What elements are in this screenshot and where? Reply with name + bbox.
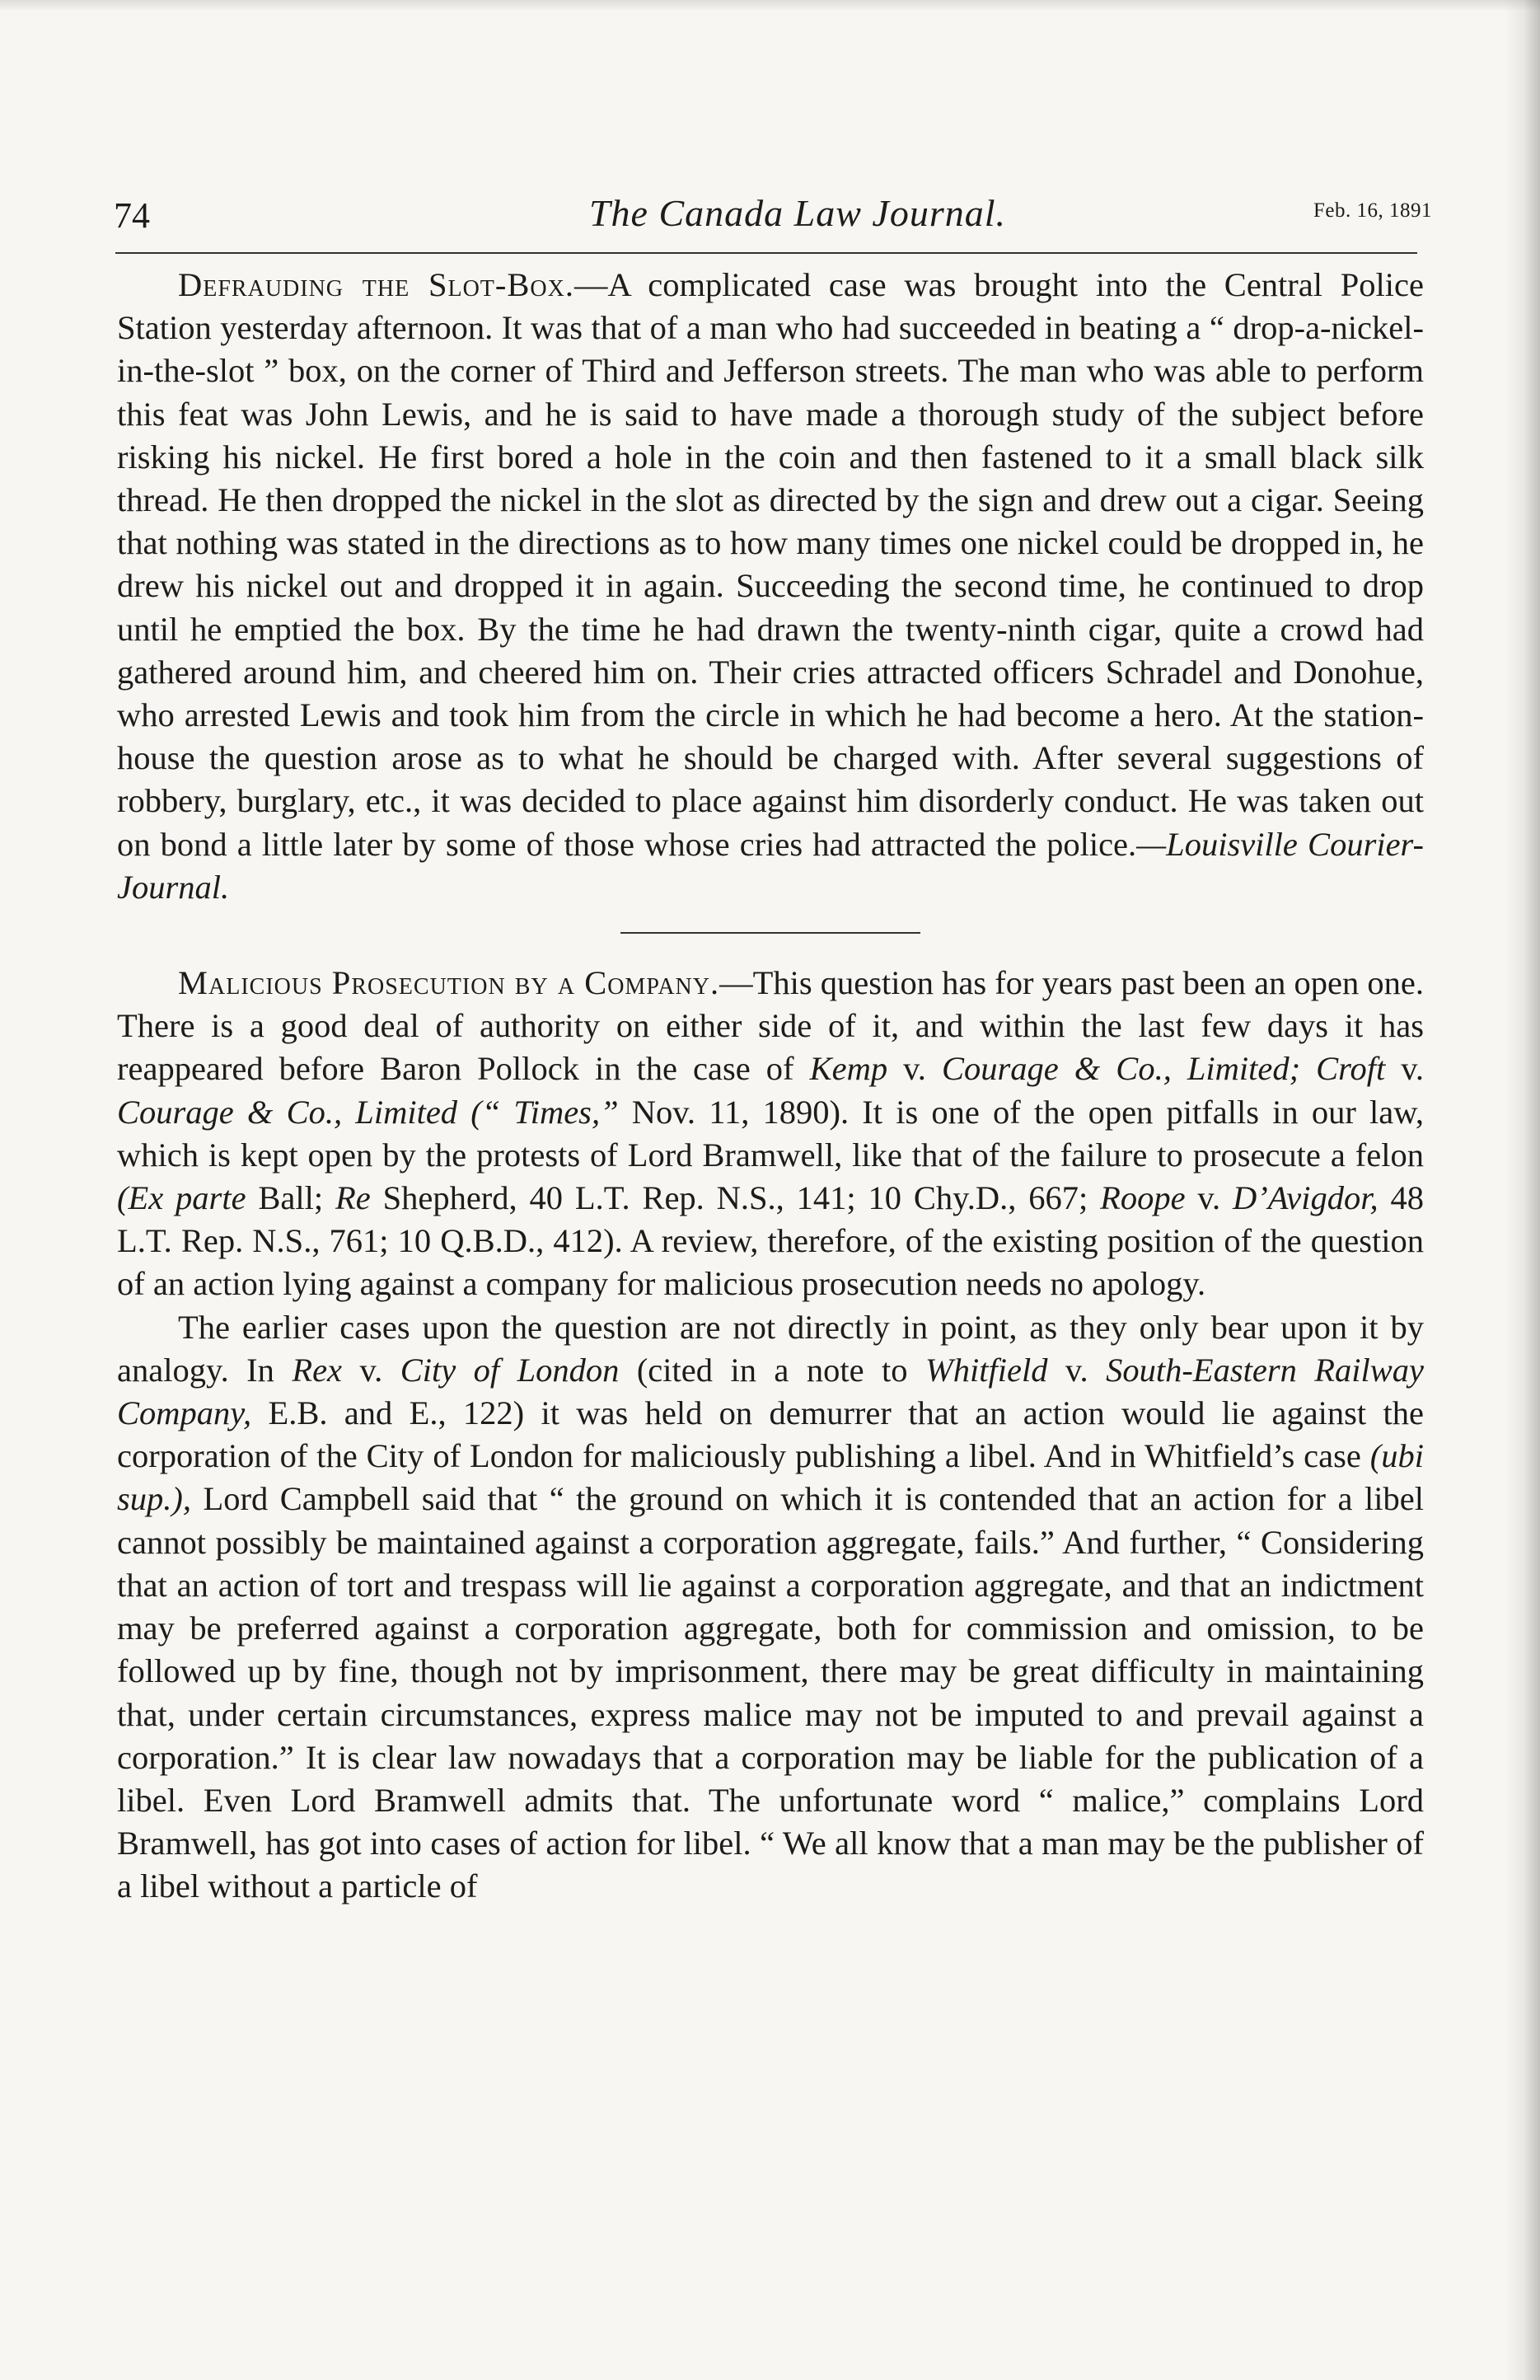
issue-date: Feb. 16, 1891 [1313, 199, 1432, 222]
paragraph [117, 1306, 1424, 1909]
paragraph-text: v. [1385, 1050, 1425, 1088]
section-divider [620, 932, 920, 934]
paragraph-text: Lord Campbell said that “ the ground on which it is contended that an action for a libel cannot possibly be maintained against a corporation aggregate, fails.” And further, “ Considering that an action of tort and trespass will lie against a corporation aggregate, and that an indictment may be preferred against a corporation aggregate, both for commission and omission, to be followed up by fine, though not by imprisonment, there may be great difficulty in maintaining that, under certain circumstances, express malice may not be imputed to and prevail against a corporation.” It is clear law nowadays that a corporation may be liable for the publication of a libel. Even Lord Bramwell admits that. The unfortunate word “ malice,” complains Lord Bramwell, has got into cases of action for libel. “ We all know that a man may be the publisher of a libel without a particle of [117, 1480, 1424, 1905]
case-name: Re [335, 1179, 371, 1217]
article-malicious-prosecution [117, 962, 1424, 1306]
case-name: (Ex parte [117, 1179, 246, 1217]
case-name: Roope [1100, 1179, 1186, 1217]
paragraph-text: —This question has for years past been an open one. There is a good deal of authority on either side of it, and within the last few days it has reappeared before Baron Pollock in the case of [117, 964, 1424, 1088]
paragraph-text: v. [1185, 1179, 1233, 1217]
paragraph-text: (cited in a note to [619, 1351, 925, 1389]
paragraph-text: v. [887, 1050, 942, 1088]
citation-note: (ubi sup.), [117, 1437, 1424, 1518]
paragraph-text: E.B. and E., 122) it was held on demurrer that an action would lie against the corporation of the City of London for maliciously publishing a libel. And in Whitfield’s case [117, 1394, 1424, 1475]
paragraph-text: The earlier cases upon the question are not directly in point, as they only bear upon it by analogy. In [117, 1308, 1424, 1389]
case-name: Kemp [809, 1050, 888, 1088]
paragraph-text: Shepherd, 40 L.T. Rep. N.S., 141; 10 Chy.D., 667; [370, 1179, 1101, 1217]
article-defrauding-slot-box [117, 264, 1424, 909]
journal-title: The Canada Law Journal. [588, 192, 1007, 234]
case-name: Courage & Co., Limited (“ Times,” [117, 1093, 619, 1131]
paragraph-text: v. [342, 1351, 400, 1389]
paragraph-text: Ball; [246, 1179, 335, 1217]
case-name: Rex [292, 1351, 343, 1389]
scan-shadow-top [0, 0, 1540, 12]
paragraph-text: Nov. 11, 1890). It is one of the open pitfalls in our law, which is kept open by the protests of Lord Bramwell, like that of the failure to prosecute a felon [117, 1093, 1424, 1174]
paragraph-text: v. [1047, 1351, 1107, 1389]
body-text [117, 264, 1424, 1909]
running-header [114, 194, 1432, 252]
case-name: South-Eastern Railway Company, [117, 1351, 1425, 1432]
page-number: 74 [114, 195, 150, 236]
case-name: D’Avigdor, [1233, 1179, 1379, 1217]
case-name: Whitfield [924, 1351, 1048, 1389]
paragraph-text: 48 L.T. Rep. N.S., 761; 10 Q.B.D., 412). A review, therefore, of the existing position of the question of an action lying against a company for malicious prosecution needs no apology. [117, 1179, 1424, 1303]
scan-shadow-right [1504, 0, 1540, 2380]
header-rule [115, 252, 1417, 254]
case-name: Courage & Co., Limited; Croft [941, 1050, 1386, 1088]
case-name: City of London [400, 1351, 620, 1389]
article-heading: Malicious Prosecution by a Company. [178, 964, 720, 1002]
article-source: —Louisville Courier-Journal. [117, 825, 1424, 906]
article-body: —A complicated case was brought into the Central Police Station yesterday afternoon. It was that of a man who had succeeded in beating a “ drop-a-nickel-in-the-slot ” box, on the corner of Third and Jefferson streets. The man who was able to perform this feat was John Lewis, and he is said to have made a thorough study of the subject before risking his nickel. He first bored a hole in the coin and then fastened to it a small black silk thread. He then dropped the nickel in the slot as directed by the sign and drew out a cigar. Seeing that nothing was stated in the directions as to how many times one nickel could be dropped in, he drew his nickel out and dropped it in again. Succeeding the second time, he continued to drop until he emptied the box. By the time he had drawn the twenty-ninth cigar, quite a crowd had gathered around him, and cheered him on. Their cries attracted officers Schradel and Donohue, who arrested Lewis and took him from the circle in which he had become a hero. At the station-house the question arose as to what he should be charged with. After several suggestions of robbery, burglary, etc., it was decided to place against him disorderly conduct. He was taken out on bond a little later by some of those whose cries had attracted the police. [117, 266, 1424, 863]
article-heading: Defrauding the Slot-Box. [178, 266, 574, 303]
